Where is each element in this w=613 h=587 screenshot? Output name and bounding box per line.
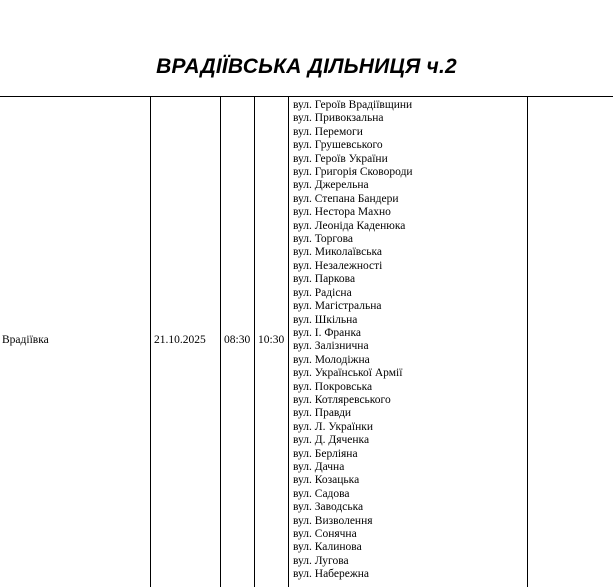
column-divider (254, 97, 255, 587)
street-list-item: вул. Миколаївська (293, 246, 383, 259)
time-from-cell: 08:30 (224, 334, 251, 346)
street-list-item: вул. Л. Українки (293, 420, 373, 433)
column-divider (288, 97, 289, 587)
street-list-item: вул. Паркова (293, 273, 356, 286)
street-list-item: вул. Грушевського (293, 139, 383, 152)
street-list (293, 99, 413, 582)
street-list-item: вул. Визволення (293, 514, 373, 527)
page-title: ВРАДІЇВСЬКА ДІЛЬНИЦЯ ч.2 (156, 55, 457, 78)
street-list-item: вул. Лугова (293, 554, 349, 567)
date-cell: 21.10.2025 (154, 334, 206, 346)
street-list-item: вул. Набережна (293, 568, 370, 581)
street-list-item: вул. Заводська (293, 501, 364, 514)
outage-schedule-table (0, 96, 613, 587)
street-list-item: вул. Перемоги (293, 125, 363, 138)
street-list-item: вул. Нестора Махно (293, 206, 391, 219)
street-list-item: вул. Леоніда Каденюка (293, 219, 406, 232)
street-list-item: вул. Привокзальна (293, 112, 384, 125)
column-divider (220, 97, 221, 587)
column-divider (150, 97, 151, 587)
street-list-item: вул. Степана Бандери (293, 192, 399, 205)
street-list-item: вул. Незалежності (293, 259, 383, 272)
street-list-item: вул. Котляревського (293, 393, 391, 406)
street-list-item: вул. Сонячна (293, 528, 357, 540)
street-list-item: вул. Дачна (293, 460, 345, 473)
street-list-item: вул. Калинова (293, 541, 362, 554)
street-list-item: вул. Молодіжна (293, 353, 370, 366)
street-list-item: вул. Радісна (293, 286, 352, 299)
time-to-cell: 10:30 (258, 334, 285, 346)
street-list-item: вул. І. Франка (293, 326, 361, 339)
street-list-item: вул. Берліяна (293, 447, 358, 460)
street-list-item: вул. Героїв Врадіївщини (293, 99, 413, 111)
column-divider (527, 97, 528, 587)
street-list-item: вул. Української Армії (293, 367, 403, 380)
street-list-item: вул. Григорія Сковороди (293, 166, 413, 179)
street-list-item: вул. Правди (293, 407, 352, 420)
street-list-item: вул. Торгова (293, 233, 353, 246)
street-list-item: вул. Козацька (293, 474, 360, 487)
street-list-item: вул. Залізнична (293, 340, 369, 353)
street-list-item: вул. Героїв України (293, 152, 388, 165)
street-list-item: вул. Магістральна (293, 300, 382, 313)
street-list-item: вул. Джерельна (293, 179, 369, 192)
street-list-item: вул. Покровська (293, 380, 373, 393)
street-list-item: вул. Д. Дяченка (293, 434, 370, 447)
street-list-item: вул. Шкільна (293, 313, 358, 326)
settlement-cell: Врадіївка (2, 334, 49, 346)
street-list-item: вул. Садова (293, 487, 350, 500)
